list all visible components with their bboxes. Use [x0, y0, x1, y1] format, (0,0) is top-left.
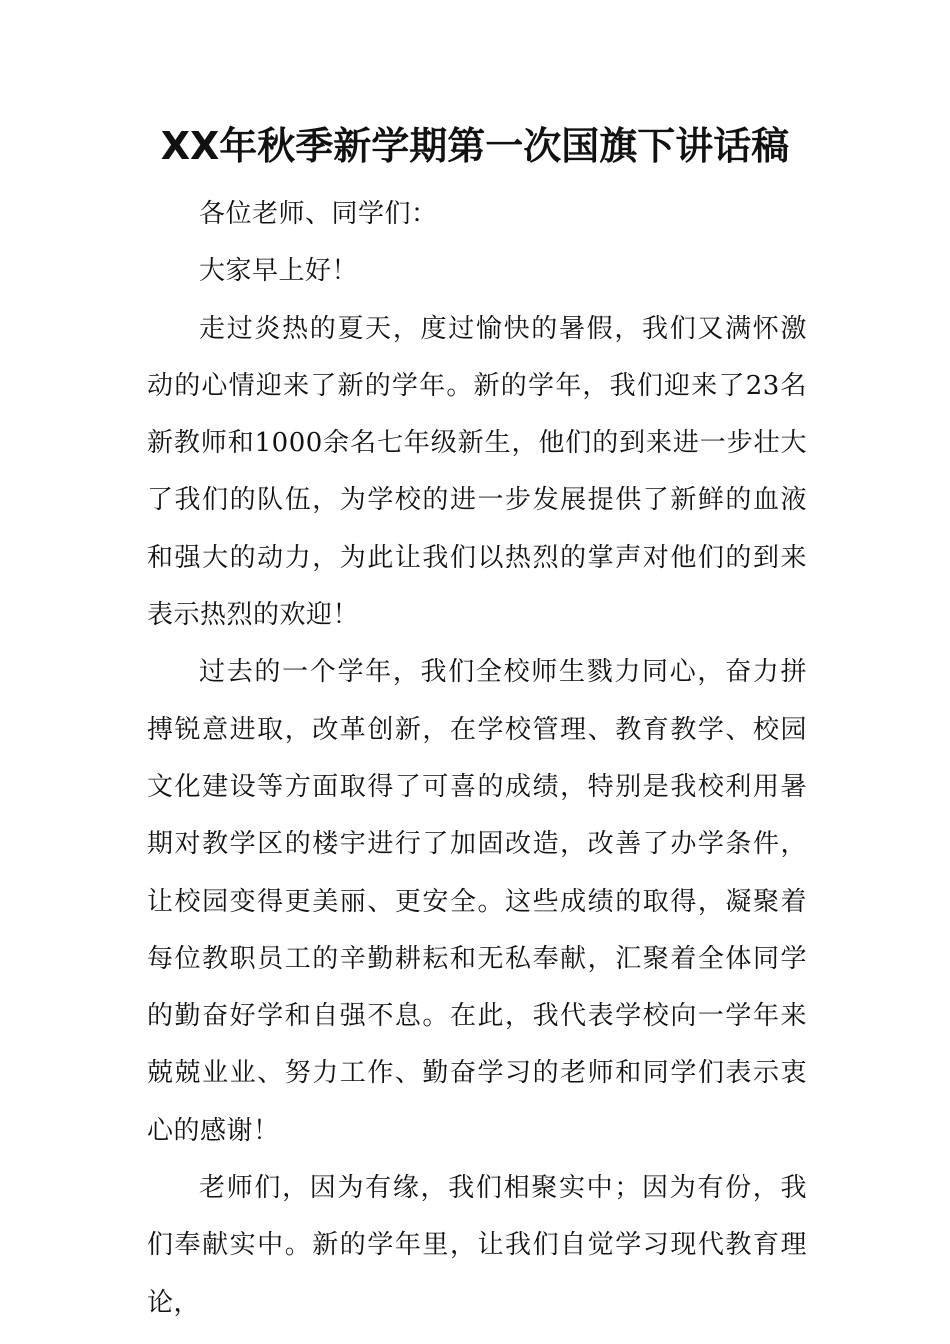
document-body	[147, 186, 807, 1332]
document-title: XX年秋季新学期第一次国旗下讲话稿	[160, 124, 790, 168]
salutation: 各位老师、同学们：	[199, 199, 438, 229]
paragraph-2: 过去的一个学年，我们全校师生戮力同心，奋力拼搏锐意进取，改革创新，在学校管理、教育教学、校园文化建设等方面取得了可喜的成绩，特别是我校利用暑期对教学区的楼宇进行了加固改造，改善了办学条件，让校园变得更美丽、更安全。这些成绩的取得，凝聚着每位教职员工的辛勤耕耘和无私奉献，汇聚着全体同学的勤奋好学和自强不息。在此，我代表学校向一学年来兢兢业业、努力工作、勤奋学习的老师和同学们表示衷心的感谢！	[147, 657, 807, 1146]
paragraph-3: 老师们，因为有缘，我们相聚实中；因为有份，我们奉献实中。新的学年里，让我们自觉学习现代教育理论，	[147, 1173, 807, 1318]
paragraph-1: 走过炎热的夏天，度过愉快的暑假，我们又满怀激动的心情迎来了新的学年。新的学年，我们迎来了23名新教师和1000余名七年级新生，他们的到来进一步壮大了我们的队伍，为学校的进一步发展提供了新鲜的血液和强大的动力，为此让我们以热烈的掌声对他们的到来表示热烈的欢迎！	[147, 313, 807, 631]
greeting: 大家早上好！	[199, 256, 359, 287]
